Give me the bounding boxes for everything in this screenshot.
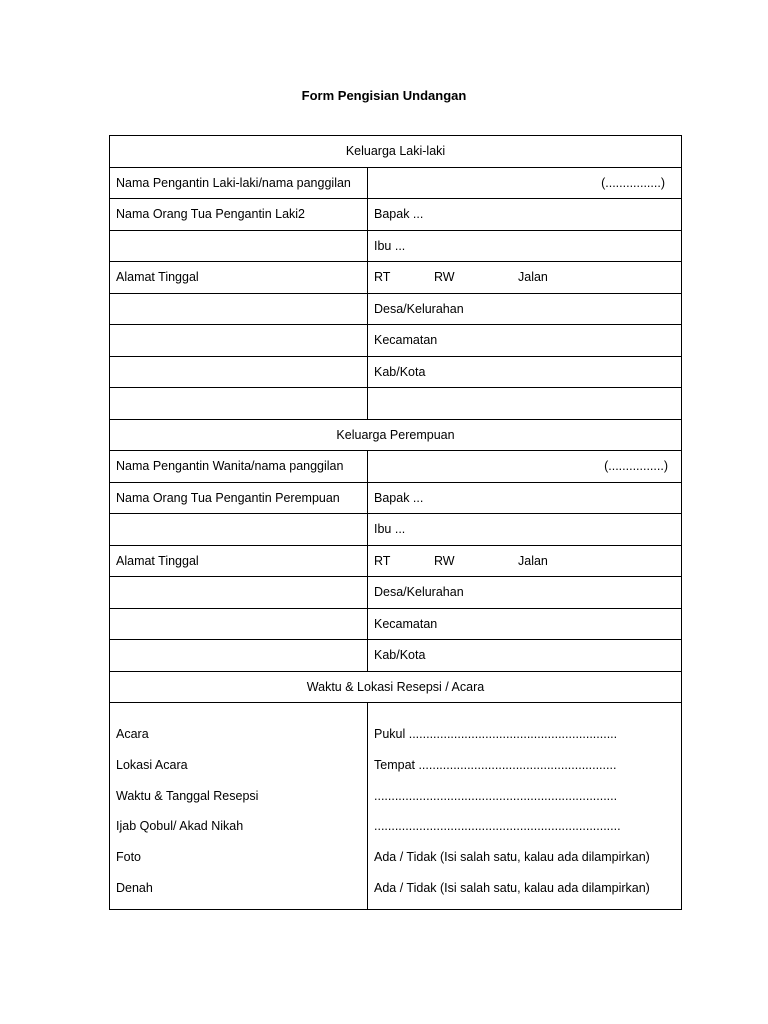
table-row: [110, 483, 681, 515]
table-row: [110, 640, 681, 672]
bride-nickname-placeholder: (................): [604, 459, 668, 474]
groom-mother-field[interactable]: Ibu ...: [374, 238, 406, 253]
bride-father-field[interactable]: Bapak ...: [374, 490, 424, 505]
waktu-tanggal-field[interactable]: ......................................................................: [374, 788, 618, 803]
form-title: Form Pengisian Undangan: [301, 88, 467, 103]
event-values-column: [368, 703, 681, 909]
foto-label: Foto: [116, 850, 142, 865]
foto-option[interactable]: Ada / Tidak (Isi salah satu, kalau ada dilampirkan): [374, 850, 650, 865]
empty-cell: [110, 609, 368, 640]
empty-cell: [110, 388, 368, 419]
rw-label: RW: [434, 553, 455, 568]
ijab-qobul-label: Ijab Qobul/ Akad Nikah: [116, 819, 244, 834]
section-header-bride: [110, 420, 681, 452]
rt-label: RT: [374, 270, 391, 285]
groom-rt-rw-jalan-field[interactable]: [368, 262, 681, 293]
event-labels-column: [110, 703, 368, 909]
empty-cell: [110, 514, 368, 545]
groom-name-field[interactable]: [368, 168, 681, 199]
pukul-field[interactable]: Pukul ............................................................: [374, 727, 618, 741]
table-row: [110, 231, 681, 263]
groom-address-label: Alamat Tinggal: [110, 262, 368, 293]
table-row: [110, 262, 681, 294]
table-row: [110, 546, 681, 578]
empty-cell: [110, 294, 368, 325]
empty-cell: [110, 231, 368, 262]
section-header-groom: [110, 136, 681, 168]
bride-name-field[interactable]: [368, 451, 681, 482]
groom-nickname-placeholder: (................): [601, 175, 665, 190]
table-row: [110, 357, 681, 389]
section-header-event: [110, 672, 681, 704]
table-row: [110, 609, 681, 641]
jalan-label: Jalan: [518, 553, 548, 568]
denah-option[interactable]: Ada / Tidak (Isi salah satu, kalau ada dilampirkan): [374, 880, 650, 895]
groom-kecamatan-field[interactable]: Kecamatan: [374, 333, 438, 348]
bride-rt-rw-jalan-field[interactable]: [368, 546, 681, 577]
groom-kab-field[interactable]: Kab/Kota: [374, 364, 426, 379]
bride-name-label: Nama Pengantin Wanita/nama panggilan: [110, 451, 368, 482]
bride-address-label: Alamat Tinggal: [110, 546, 368, 577]
rw-label: RW: [434, 270, 455, 285]
acara-label: Acara: [116, 727, 149, 741]
section-title: Waktu & Lokasi Resepsi / Acara: [306, 679, 485, 694]
table-row: [110, 577, 681, 609]
empty-cell: [110, 325, 368, 356]
jalan-label: Jalan: [518, 270, 548, 285]
groom-parents-label: Nama Orang Tua Pengantin Laki2: [110, 199, 368, 230]
table-row: [110, 168, 681, 200]
table-row: [110, 514, 681, 546]
denah-label: Denah: [116, 880, 153, 895]
section-title: Keluarga Perempuan: [336, 427, 455, 442]
groom-father-field[interactable]: Bapak ...: [374, 207, 424, 222]
bride-parents-label: Nama Orang Tua Pengantin Perempuan: [110, 483, 368, 514]
table-row: [110, 388, 681, 420]
waktu-tanggal-label: Waktu & Tanggal Resepsi: [116, 788, 259, 803]
tempat-field[interactable]: Tempat .........................................................: [374, 757, 617, 772]
invitation-form-table: [109, 135, 682, 910]
bride-mother-field[interactable]: Ibu ...: [374, 522, 406, 537]
table-row: [110, 199, 681, 231]
ijab-qobul-field[interactable]: .......................................................................: [374, 819, 621, 834]
groom-desa-field[interactable]: Desa/Kelurahan: [374, 301, 464, 316]
empty-cell: [110, 357, 368, 388]
event-details-row: [110, 703, 681, 909]
section-title: Keluarga Laki-laki: [345, 144, 446, 159]
rt-label: RT: [374, 553, 391, 568]
table-row: [110, 451, 681, 483]
table-row: [110, 325, 681, 357]
groom-name-label: Nama Pengantin Laki-laki/nama panggilan: [110, 168, 368, 199]
bride-kecamatan-field[interactable]: Kecamatan: [374, 616, 438, 631]
empty-field[interactable]: [368, 388, 681, 419]
bride-desa-field[interactable]: Desa/Kelurahan: [374, 585, 464, 600]
bride-kab-field[interactable]: Kab/Kota: [374, 648, 426, 663]
empty-cell: [110, 640, 368, 671]
lokasi-acara-label: Lokasi Acara: [116, 757, 188, 772]
table-row: [110, 294, 681, 326]
empty-cell: [110, 577, 368, 608]
